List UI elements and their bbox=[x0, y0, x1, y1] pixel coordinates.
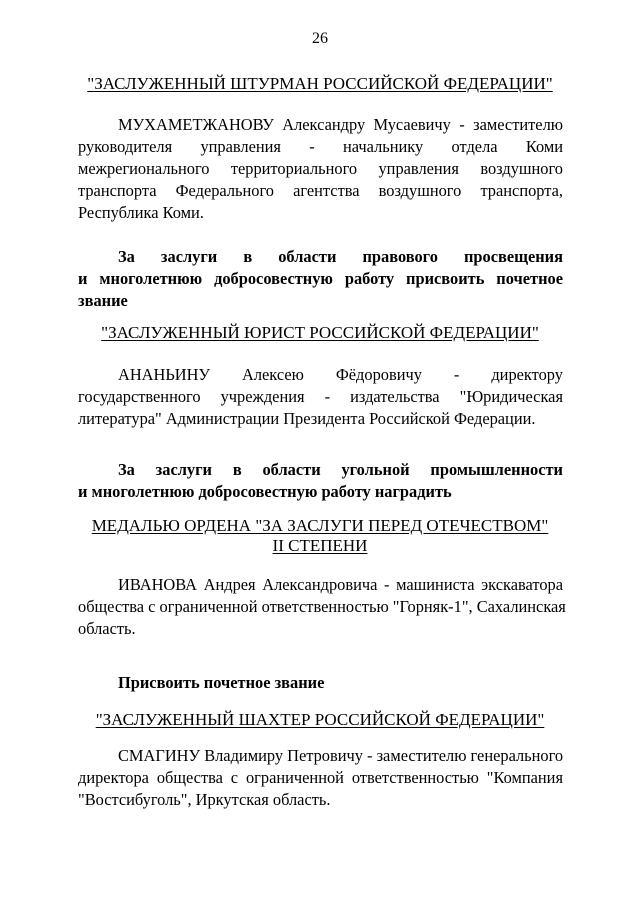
text-line: межрегионального территориального управления воздушного bbox=[78, 159, 563, 178]
page-number: 26 bbox=[312, 30, 328, 47]
text-line: АНАНЬИНУ Алексею Фёдоровичу - директору bbox=[118, 365, 563, 384]
text-line: транспорта Федерального агентства воздушного транспорта, bbox=[78, 181, 563, 200]
heading-lawyer-title: "ЗАСЛУЖЕННЫЙ ЮРИСТ РОССИЙСКОЙ ФЕДЕРАЦИИ" bbox=[101, 323, 539, 342]
text-line: руководителя управления - начальнику отдела Коми bbox=[78, 137, 563, 156]
preamble-paragraph-4 bbox=[78, 672, 563, 694]
text-line: Присвоить почетное звание bbox=[118, 673, 325, 692]
text-line: Республика Коми. bbox=[78, 203, 204, 222]
text-line: общества с ограниченной ответственностью "Горняк-1", Сахалинская bbox=[78, 597, 566, 616]
text-line: литература" Администрации Президента Российской Федерации. bbox=[78, 409, 536, 428]
award-recipient-paragraph-1 bbox=[78, 114, 563, 224]
preamble-paragraph-3 bbox=[78, 459, 563, 503]
heading-miner-title: "ЗАСЛУЖЕННЫЙ ШАХТЕР РОССИЙСКОЙ ФЕДЕРАЦИИ" bbox=[95, 710, 545, 729]
award-recipient-paragraph-3 bbox=[78, 574, 566, 640]
text-line: СМАГИНУ Владимиру Петровичу - заместителю генерального bbox=[118, 746, 564, 765]
heading-line: МЕДАЛЬЮ ОРДЕНА "ЗА ЗАСЛУГИ ПЕРЕД ОТЕЧЕСТВОМ" bbox=[91, 516, 549, 535]
text-line: область. bbox=[78, 619, 136, 638]
text-line: "Востсибуголь", Иркутская область. bbox=[78, 790, 331, 809]
text-line: и многолетнюю добросовестную работу наградить bbox=[78, 482, 452, 501]
text-line: директора общества с ограниченной ответственностью "Компания bbox=[78, 768, 563, 787]
text-line: За заслуги в области угольной промышленности bbox=[118, 460, 563, 479]
heading-line: II СТЕПЕНИ bbox=[272, 536, 368, 555]
text-line: За заслуги в области правового просвещения bbox=[118, 247, 563, 266]
text-line: звание bbox=[78, 291, 128, 310]
award-recipient-paragraph-4 bbox=[78, 745, 563, 811]
text-line: ИВАНОВА Андрея Александровича - машиниста экскаватора bbox=[118, 575, 563, 594]
text-line: государственного учреждения - издательства "Юридическая bbox=[78, 387, 563, 406]
preamble-paragraph-2 bbox=[78, 246, 563, 312]
heading-medal-title bbox=[0, 516, 640, 556]
text-line: и многолетнюю добросовестную работу присвоить почетное bbox=[78, 269, 563, 288]
heading-navigator-title: "ЗАСЛУЖЕННЫЙ ШТУРМАН РОССИЙСКОЙ ФЕДЕРАЦИИ" bbox=[87, 74, 553, 93]
text-line: МУХАМЕТЖАНОВУ Александру Мусаевичу - заместителю bbox=[118, 115, 563, 134]
award-recipient-paragraph-2 bbox=[78, 364, 563, 430]
